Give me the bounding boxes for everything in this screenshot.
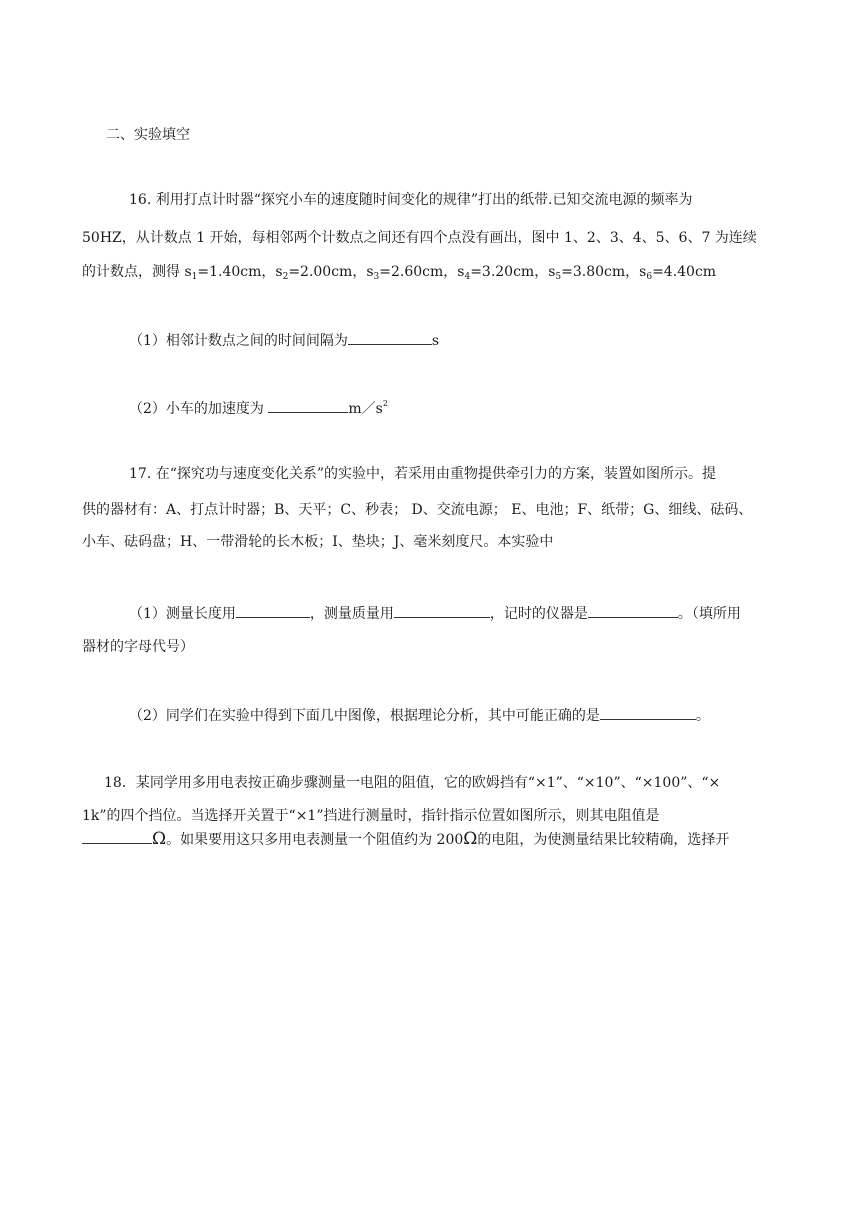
omega-symbol: Ω <box>463 829 478 849</box>
q16-sub-question-2: （2）小车的加速度为 $m/s^2$ <box>129 399 388 417</box>
q16-line-3: 的计数点，测得 $s_1=1.40cm$，$s_2=2.00cm$，$s_3=2.60cm$，$s_4=3.20cm$，$s_5=3.80cm$，$s_6=4.40cm$ <box>82 264 717 282</box>
section-title: 二、实验填空 <box>106 127 190 143</box>
answer-blank[interactable] <box>394 603 490 618</box>
q17-line-3: 小车、砝码盘；H、一带滑轮的长木板；I、垫块；J、毫米刻度尺。本实验中 <box>82 534 554 550</box>
answer-blank[interactable] <box>236 603 310 618</box>
omega-symbol: Ω <box>152 829 167 849</box>
answer-blank[interactable] <box>588 603 678 618</box>
q17-line-2: 供的器材有：A、打点计时器；B、天平；C、秒表； D、交流电源； E、电池；F、纸带；G、细线、砝码、 <box>82 502 753 518</box>
q18-line-2: 1k”的四个挡位。当选择开关置于“×1”挡进行测量时，指针指示位置如图所示，则其电阻值是 <box>82 808 660 824</box>
q16-line-1: 16. 利用打点计时器“探究小车的速度随时间变化的规律”打出的纸带.已知交流电源的频率为 <box>129 192 693 208</box>
answer-blank[interactable] <box>82 829 152 844</box>
q16-sub-question-1: （1）相邻计数点之间的时间间隔为 s <box>129 330 439 351</box>
q18-line-1: 18．某同学用多用电表按正确步骤测量一电阻的阻值，它的欧姆挡有“×1”、“×10”、“×100”、“× <box>104 775 721 791</box>
answer-blank[interactable] <box>348 330 432 345</box>
answer-blank[interactable] <box>268 398 348 413</box>
q17-line-1: 17. 在“探究功与速度变化关系”的实验中，若采用由重物提供牵引力的方案，装置如图所示。提 <box>129 466 717 482</box>
q17-sub-question-1: （1）测量长度用 ，测量质量用 ，记时的仪器是 。（填所用 <box>129 603 741 624</box>
q18-line-3: Ω。如果要用这只多用电表测量一个阻值约为 200Ω的电阻，为使测量结果比较精确，选择开 <box>82 829 729 850</box>
q17-sub-question-1-line-2: 器材的字母代号） <box>82 639 194 655</box>
q17-sub-question-2: （2）同学们在实验中得到下面几中图像，根据理论分析，其中可能正确的是 。 <box>129 705 710 726</box>
answer-blank[interactable] <box>600 705 696 720</box>
q16-line-2: 50HZ，从计数点 1 开始，每相邻两个计数点之间还有四个点没有画出，图中 1、2、3、4、5、6、7 为连续 <box>82 230 757 246</box>
